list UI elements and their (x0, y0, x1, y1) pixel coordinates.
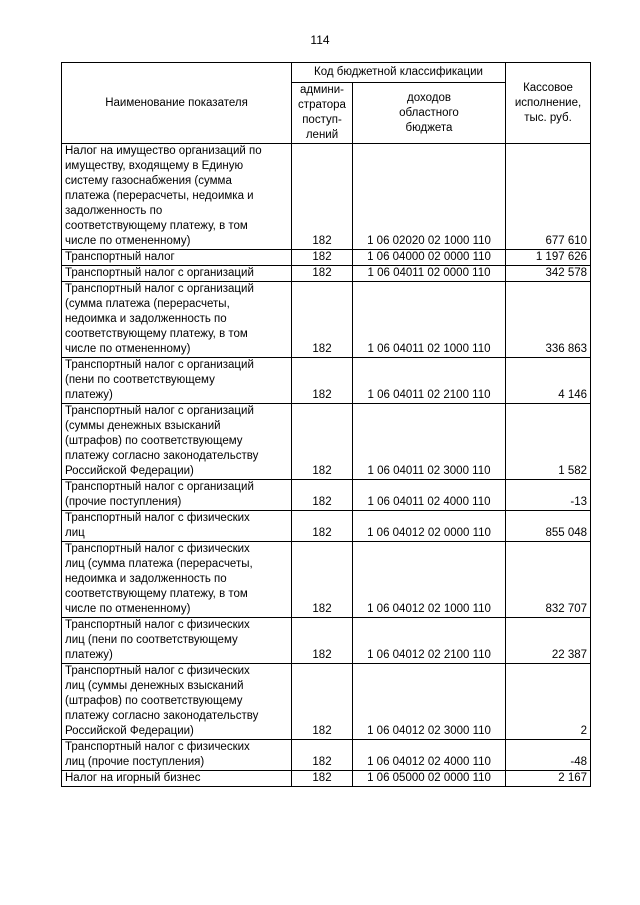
row-admin-code: 182 (292, 144, 353, 250)
row-amount: 336 863 (506, 282, 591, 358)
row-name-line: Транспортный налог (65, 251, 175, 263)
row-name-line: лиц (65, 527, 85, 539)
header-amount-line: исполнение, (514, 96, 582, 109)
table-row (62, 404, 591, 480)
row-income-code: 1 06 04011 02 0000 110 (353, 266, 506, 282)
row-name-line: Транспортный налог с организаций (65, 359, 254, 371)
row-admin-code: 182 (292, 740, 353, 771)
row-name-line: (штрафов) по соответствующему (65, 695, 243, 707)
row-name-line: имуществу, входящему в Единую (65, 160, 244, 172)
header-income-line: доходов (407, 91, 451, 104)
row-amount: 1 582 (506, 404, 591, 480)
row-name-line: лиц (прочие поступления) (65, 756, 205, 768)
row-amount: 677 610 (506, 144, 591, 250)
row-name-line: лиц (пени по соответствующему (65, 634, 238, 646)
row-name-line: Транспортный налог с физических (65, 512, 250, 524)
row-name (62, 250, 292, 266)
row-name-line: Транспортный налог с организаций (65, 405, 254, 417)
row-name-line: соответствующему платежу, в том (65, 328, 248, 340)
header-amount (506, 63, 591, 144)
row-name-line: лиц (сумма платежа (перерасчеты, (65, 558, 253, 570)
table-header (62, 63, 591, 144)
row-income-code: 1 06 04012 02 0000 110 (353, 511, 506, 542)
row-name-line: Российской Федерации) (65, 465, 194, 477)
row-name (62, 144, 292, 250)
row-name (62, 404, 292, 480)
table-row (62, 358, 591, 404)
row-name-line: Транспортный налог с физических (65, 543, 250, 555)
row-name (62, 740, 292, 771)
row-admin-code: 182 (292, 480, 353, 511)
row-name-line: (прочие поступления) (65, 496, 182, 508)
row-name (62, 511, 292, 542)
row-income-code: 1 06 04012 02 3000 110 (353, 664, 506, 740)
header-admin-line: поступ- (302, 114, 342, 126)
header-income (353, 83, 506, 144)
row-income-code: 1 06 04011 02 4000 110 (353, 480, 506, 511)
row-admin-code: 182 (292, 664, 353, 740)
row-name-line: недоимка и задолженность по (65, 313, 227, 325)
row-name-line: платежа (перерасчеты, недоимка и (65, 190, 254, 202)
row-name (62, 282, 292, 358)
row-amount: 1 197 626 (506, 250, 591, 266)
row-name-line: (штрафов) по соответствующему (65, 435, 243, 447)
page-number: 114 (310, 33, 330, 47)
table-row (62, 771, 591, 787)
row-name-line: платежу согласно законодательству (65, 710, 259, 722)
table-body (62, 144, 591, 787)
row-name (62, 542, 292, 618)
row-name-line: Транспортный налог с физических (65, 665, 250, 677)
row-name-line: платежу) (65, 649, 113, 661)
row-amount: 22 387 (506, 618, 591, 664)
row-admin-code: 182 (292, 542, 353, 618)
header-amount-line: Кассовое (523, 81, 573, 94)
row-name-line: Транспортный налог с физических (65, 741, 250, 753)
row-name-line: Налог на имущество организаций по (65, 145, 262, 157)
table-row (62, 664, 591, 740)
row-name-line: (сумма платежа (перерасчеты, (65, 298, 230, 310)
row-income-code: 1 06 04011 02 2100 110 (353, 358, 506, 404)
row-admin-code: 182 (292, 511, 353, 542)
row-income-code: 1 06 05000 02 0000 110 (353, 771, 506, 787)
row-name-line: (суммы денежных взысканий (65, 420, 221, 432)
header-admin-line: стратора (298, 99, 346, 111)
row-income-code: 1 06 04012 02 2100 110 (353, 618, 506, 664)
row-name-line: систему газоснабжения (сумма (65, 175, 232, 187)
table-row (62, 282, 591, 358)
row-name (62, 266, 292, 282)
row-name-line: Транспортный налог с организаций (65, 283, 254, 295)
row-admin-code: 182 (292, 618, 353, 664)
row-name (62, 618, 292, 664)
row-name-line: (пени по соответствующему (65, 374, 215, 386)
row-name-line: числе по отмененному) (65, 603, 191, 615)
row-name-line: Транспортный налог с физических (65, 619, 250, 631)
row-income-code: 1 06 04011 02 3000 110 (353, 404, 506, 480)
row-amount: -13 (506, 480, 591, 511)
header-code-group: Код бюджетной классификации (292, 63, 506, 83)
table-row (62, 511, 591, 542)
row-name-line: Налог на игорный бизнес (65, 772, 201, 784)
row-income-code: 1 06 04011 02 1000 110 (353, 282, 506, 358)
header-income-line: областного (399, 106, 459, 119)
row-name-line: платежу) (65, 389, 113, 401)
row-name-line: лиц (суммы денежных взысканий (65, 680, 244, 692)
table-row (62, 618, 591, 664)
row-amount: 855 048 (506, 511, 591, 542)
row-name (62, 771, 292, 787)
row-admin-code: 182 (292, 358, 353, 404)
row-name-line: задолженность по (65, 205, 163, 217)
row-name (62, 664, 292, 740)
row-income-code: 1 06 04000 02 0000 110 (353, 250, 506, 266)
row-name-line: недоимка и задолженность по (65, 573, 227, 585)
table-row (62, 740, 591, 771)
table-row (62, 144, 591, 250)
header-name: Наименование показателя (62, 63, 292, 144)
row-income-code: 1 06 02020 02 1000 110 (353, 144, 506, 250)
row-income-code: 1 06 04012 02 4000 110 (353, 740, 506, 771)
row-admin-code: 182 (292, 250, 353, 266)
header-admin-line: админи- (299, 84, 345, 96)
row-name-line: Транспортный налог с организаций (65, 481, 254, 493)
row-amount: 4 146 (506, 358, 591, 404)
header-amount-line: тыс. руб. (524, 111, 572, 124)
row-amount: 342 578 (506, 266, 591, 282)
row-admin-code: 182 (292, 404, 353, 480)
row-name-line: соответствующему платежу, в том (65, 588, 248, 600)
table-row (62, 266, 591, 282)
budget-table (61, 62, 591, 787)
header-admin (292, 83, 353, 144)
row-name (62, 358, 292, 404)
row-amount: -48 (506, 740, 591, 771)
row-amount: 2 167 (506, 771, 591, 787)
row-amount: 2 (506, 664, 591, 740)
row-name-line: числе по отмененному) (65, 343, 191, 355)
table-row (62, 250, 591, 266)
row-income-code: 1 06 04012 02 1000 110 (353, 542, 506, 618)
header-admin-line: лений (305, 129, 339, 141)
row-name-line: соответствующему платежу, в том (65, 220, 248, 232)
row-name (62, 480, 292, 511)
table-row (62, 542, 591, 618)
table-row (62, 480, 591, 511)
row-admin-code: 182 (292, 266, 353, 282)
row-admin-code: 182 (292, 282, 353, 358)
row-amount: 832 707 (506, 542, 591, 618)
row-name-line: Транспортный налог с организаций (65, 267, 254, 279)
row-admin-code: 182 (292, 771, 353, 787)
row-name-line: платежу согласно законодательству (65, 450, 259, 462)
header-income-line: бюджета (405, 121, 453, 134)
row-name-line: числе по отмененному) (65, 235, 191, 247)
row-name-line: Российской Федерации) (65, 725, 194, 737)
